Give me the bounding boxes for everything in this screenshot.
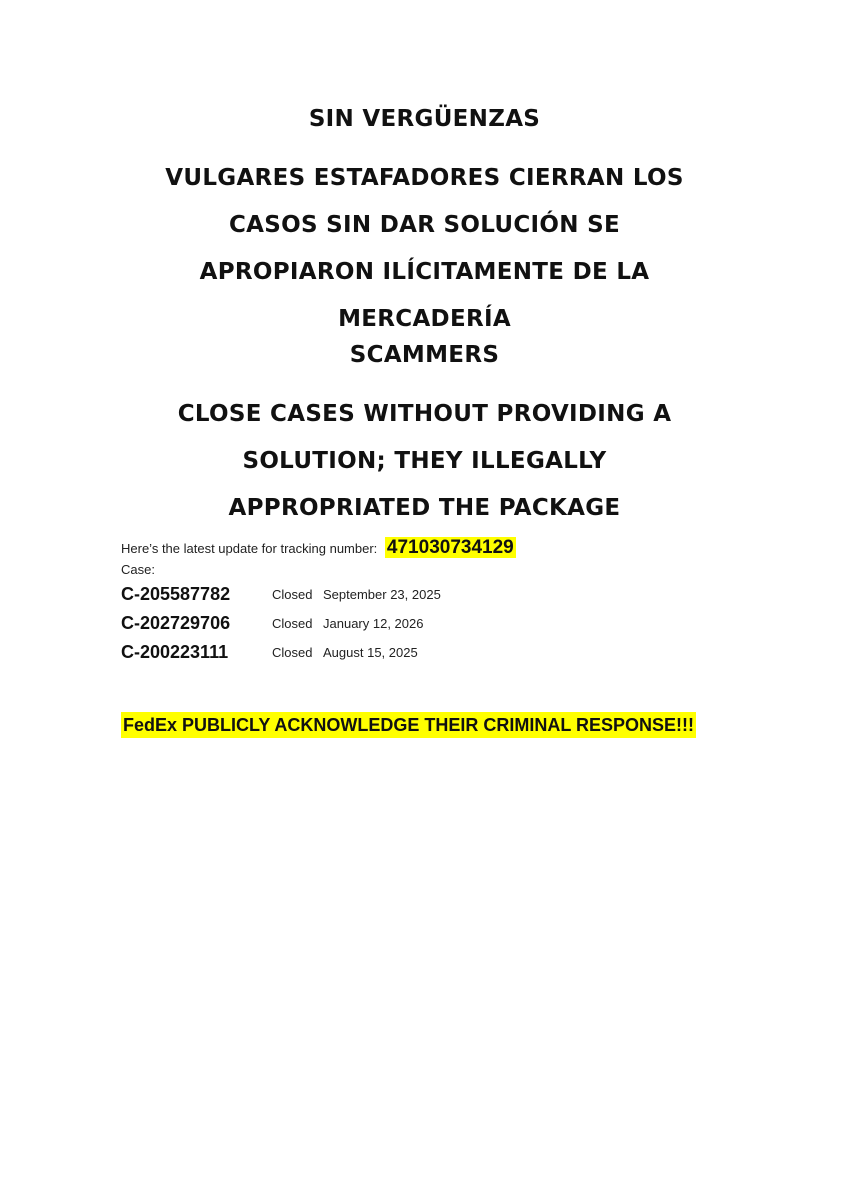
case-label: Case: xyxy=(121,562,155,577)
acknowledge-statement: FedEx PUBLICLY ACKNOWLEDGE THEIR CRIMINAL RESPONSE!!! xyxy=(121,712,696,738)
heading-line: SIN VERGÜENZAS xyxy=(308,106,541,132)
heading-line: APROPIARON ILÍCITAMENTE DE LA xyxy=(199,259,650,285)
heading-line: CLOSE CASES WITHOUT PROVIDING A xyxy=(177,401,672,427)
heading-line: SCAMMERS xyxy=(349,342,500,368)
heading-line: SOLUTION; THEY ILLEGALLY xyxy=(242,448,607,474)
case-date: August 15, 2025 xyxy=(323,645,418,660)
heading-line: MERCADERÍA xyxy=(338,306,511,332)
case-date: September 23, 2025 xyxy=(323,587,441,602)
case-status: Closed xyxy=(272,616,313,631)
case-list xyxy=(121,580,441,667)
heading-sin-verguenzas xyxy=(0,96,849,143)
heading-scammers xyxy=(0,332,849,379)
case-id: C-202729706 xyxy=(121,613,231,633)
case-status: Closed xyxy=(272,645,313,660)
case-id: C-200223111 xyxy=(121,642,229,662)
case-date: January 12, 2026 xyxy=(323,616,424,631)
case-row xyxy=(121,638,441,667)
case-id: C-205587782 xyxy=(121,584,231,604)
heading-close-cases xyxy=(0,391,849,532)
heading-line: APPROPRIATED THE PACKAGE xyxy=(228,495,621,521)
tracking-label: Here’s the latest update for tracking number: xyxy=(121,541,378,556)
case-status: Closed xyxy=(272,587,313,602)
tracking-number: 471030734129 xyxy=(386,537,514,558)
heading-line: VULGARES ESTAFADORES CIERRAN LOS xyxy=(165,165,684,191)
tracking-update xyxy=(121,536,516,561)
heading-line: CASOS SIN DAR SOLUCIÓN SE xyxy=(228,212,620,238)
case-row xyxy=(121,609,441,638)
heading-vulgares-estafadores xyxy=(0,155,849,343)
case-row xyxy=(121,580,441,609)
